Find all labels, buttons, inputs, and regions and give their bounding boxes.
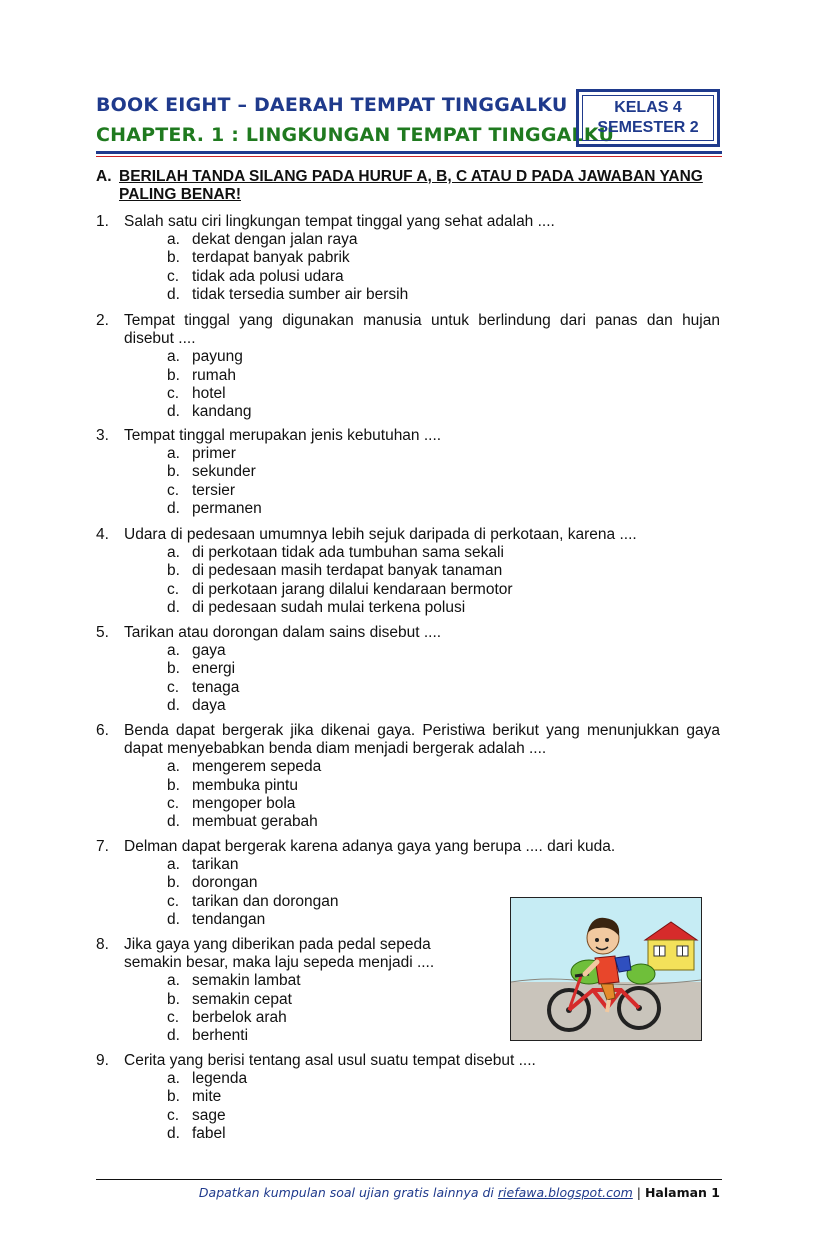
option[interactable] [167, 367, 720, 385]
option[interactable] [167, 758, 720, 776]
question-number: 8. [96, 936, 109, 953]
boy-on-bicycle-illustration [510, 897, 702, 1041]
section-instruction [96, 168, 716, 204]
option[interactable] [167, 660, 720, 678]
option-label: d. [167, 285, 180, 303]
options-list [96, 445, 720, 518]
footer [199, 1185, 720, 1200]
option[interactable] [167, 385, 720, 403]
option-text: semakin cepat [192, 990, 292, 1008]
class-badge [576, 89, 720, 147]
option[interactable] [167, 874, 720, 892]
option[interactable] [167, 1070, 720, 1088]
option-text: sekunder [192, 463, 256, 481]
option-text: tendangan [192, 910, 266, 928]
section-text: BERILAH TANDA SILANG PADA HURUF A, B, C ATAU D PADA JAWABAN YANG PALING BENAR! [119, 168, 703, 203]
option[interactable] [167, 679, 720, 697]
option-label: d. [167, 1124, 180, 1142]
option-label: a. [167, 348, 180, 366]
option-label: c. [167, 267, 180, 285]
option-label: b. [167, 660, 180, 678]
question-text: Benda dapat bergerak jika dikenai gaya. Peristiwa berikut yang menunjukkan gaya dapat menyebabkan benda diam menjadi bergerak adalah .... [124, 722, 720, 758]
option-label: c. [167, 892, 180, 910]
option-text: tenaga [192, 678, 240, 696]
option-text: tarikan [192, 856, 239, 874]
option[interactable] [167, 599, 720, 617]
option-label: b. [167, 1088, 180, 1106]
option-label: a. [167, 544, 180, 562]
option-label: d. [167, 598, 180, 616]
question-4 [96, 526, 720, 617]
option-text: legenda [192, 1070, 248, 1088]
option[interactable] [167, 1009, 456, 1027]
question-2 [96, 312, 720, 421]
option-label: a. [167, 231, 180, 249]
option[interactable] [167, 544, 720, 562]
question-number: 2. [96, 312, 109, 329]
option[interactable] [167, 231, 720, 249]
option[interactable] [167, 856, 720, 874]
option-text: rumah [192, 366, 236, 384]
question-text: Salah satu ciri lingkungan tempat tinggal yang sehat adalah .... [124, 213, 555, 230]
options-list [96, 972, 456, 1045]
semester-label: SEMESTER 2 [597, 119, 699, 136]
option-text: di perkotaan jarang dilalui kendaraan bermotor [192, 580, 513, 598]
option-text: mite [192, 1088, 222, 1106]
option-text: berhenti [192, 1026, 249, 1044]
option[interactable] [167, 445, 720, 463]
question-9 [96, 1052, 720, 1143]
option-label: a. [167, 642, 180, 660]
option-text: membuka pintu [192, 776, 298, 794]
option-label: d. [167, 1026, 180, 1044]
question-text: Tarikan atau dorongan dalam sains disebut .... [124, 624, 442, 641]
option-text: di pedesaan masih terdapat banyak tanaman [192, 562, 503, 580]
option-label: c. [167, 481, 180, 499]
option[interactable] [167, 463, 720, 481]
page-number: Halaman 1 [644, 1185, 720, 1200]
option-text: payung [192, 348, 243, 366]
options-list [96, 348, 720, 421]
options-list [96, 1070, 720, 1143]
options-list [96, 544, 720, 617]
bicycle-scene-svg [511, 898, 701, 1040]
option[interactable] [167, 1088, 720, 1106]
option-text: energi [192, 660, 236, 678]
option[interactable] [167, 1107, 720, 1125]
header-divider-red [96, 156, 722, 157]
option-text: fabel [192, 1124, 226, 1142]
question-5 [96, 624, 720, 715]
option-text: kandang [192, 402, 252, 420]
option-label: c. [167, 794, 180, 812]
option-label: c. [167, 1106, 180, 1124]
option-label: a. [167, 445, 180, 463]
question-number: 3. [96, 427, 109, 444]
option-text: terdapat banyak pabrik [192, 249, 350, 267]
footer-link[interactable]: riefawa.blogspot.com [497, 1185, 633, 1200]
question-6 [96, 722, 720, 831]
option[interactable] [167, 813, 720, 831]
option[interactable] [167, 972, 456, 990]
option[interactable] [167, 403, 720, 421]
option-text: di pedesaan sudah mulai terkena polusi [192, 598, 466, 616]
option-label: b. [167, 562, 180, 580]
options-list [96, 231, 720, 304]
option-label: c. [167, 678, 180, 696]
option[interactable] [167, 268, 720, 286]
question-text: Tempat tinggal yang digunakan manusia untuk berlindung dari panas dan hujan disebut .... [124, 312, 720, 348]
option-label: c. [167, 1008, 180, 1026]
question-number: 1. [96, 213, 109, 230]
options-list [96, 758, 720, 831]
option-label: a. [167, 1070, 180, 1088]
question-text: Tempat tinggal merupakan jenis kebutuhan .... [124, 427, 442, 444]
option-text: dorongan [192, 874, 258, 892]
option[interactable] [167, 348, 720, 366]
option-label: a. [167, 758, 180, 776]
option[interactable] [167, 286, 720, 304]
option-label: c. [167, 580, 180, 598]
option[interactable] [167, 991, 456, 1009]
footer-text: Dapatkan kumpulan soal ujian gratis lainnya di [198, 1185, 494, 1200]
option-label: b. [167, 463, 180, 481]
question-text: Udara di pedesaan umumnya lebih sejuk daripada di perkotaan, karena .... [124, 526, 637, 543]
option-label: d. [167, 910, 180, 928]
option-text: berbelok arah [192, 1008, 287, 1026]
option-text: dekat dengan jalan raya [192, 231, 358, 249]
question-number: 5. [96, 624, 109, 641]
option-text: daya [192, 696, 226, 714]
option-text: tersier [192, 481, 236, 499]
option-label: d. [167, 402, 180, 420]
option[interactable] [167, 1027, 456, 1045]
footer-divider [96, 1179, 722, 1180]
option[interactable] [167, 500, 720, 518]
option[interactable] [167, 1125, 720, 1143]
option[interactable] [167, 697, 720, 715]
option[interactable] [167, 482, 720, 500]
option-text: tidak tersedia sumber air bersih [192, 285, 409, 303]
question-3 [96, 427, 720, 518]
question-text: Delman dapat bergerak karena adanya gaya yang berupa .... dari kuda. [124, 838, 616, 855]
option-text: membuat gerabah [192, 812, 318, 830]
option-label: b. [167, 776, 180, 794]
option-text: permanen [192, 499, 262, 517]
chapter-title: CHAPTER. 1 : LINGKUNGAN TEMPAT TINGGALKU [96, 124, 615, 146]
option-label: b. [167, 366, 180, 384]
options-list [96, 642, 720, 715]
option-text: mengerem sepeda [192, 758, 322, 776]
option-label: a. [167, 856, 180, 874]
option-text: semakin lambat [192, 972, 301, 990]
option-label: b. [167, 990, 180, 1008]
option-label: a. [167, 972, 180, 990]
footer-separator: | [636, 1185, 641, 1200]
question-text: Jika gaya yang diberikan pada pedal sepeda semakin besar, maka laju sepeda menjadi .... [124, 936, 435, 972]
option-label: b. [167, 874, 180, 892]
option-label: c. [167, 384, 180, 402]
question-number: 6. [96, 722, 109, 739]
question-text: Cerita yang berisi tentang asal usul suatu tempat disebut .... [124, 1052, 536, 1069]
question-number: 7. [96, 838, 109, 855]
option[interactable] [167, 642, 720, 660]
option-text: tarikan dan dorongan [192, 892, 339, 910]
option[interactable] [167, 795, 720, 813]
option-text: mengoper bola [192, 794, 296, 812]
class-label: KELAS 4 [614, 99, 682, 116]
option-text: sage [192, 1106, 226, 1124]
option-label: d. [167, 812, 180, 830]
option-text: hotel [192, 384, 226, 402]
question-8 [96, 936, 456, 1045]
option-label: d. [167, 499, 180, 517]
option-text: di perkotaan tidak ada tumbuhan sama sekali [192, 544, 504, 562]
option[interactable] [167, 249, 720, 267]
option-text: gaya [192, 642, 226, 660]
header-divider [96, 151, 722, 154]
question-number: 9. [96, 1052, 109, 1069]
option[interactable] [167, 581, 720, 599]
book-title: BOOK EIGHT – DAERAH TEMPAT TINGGALKU [96, 94, 568, 116]
option[interactable] [167, 777, 720, 795]
question-number: 4. [96, 526, 109, 543]
option-label: b. [167, 249, 180, 267]
option[interactable] [167, 562, 720, 580]
option-text: tidak ada polusi udara [192, 267, 344, 285]
section-letter: A. [96, 168, 112, 185]
option-label: d. [167, 696, 180, 714]
question-1 [96, 213, 720, 304]
option-text: primer [192, 445, 236, 463]
